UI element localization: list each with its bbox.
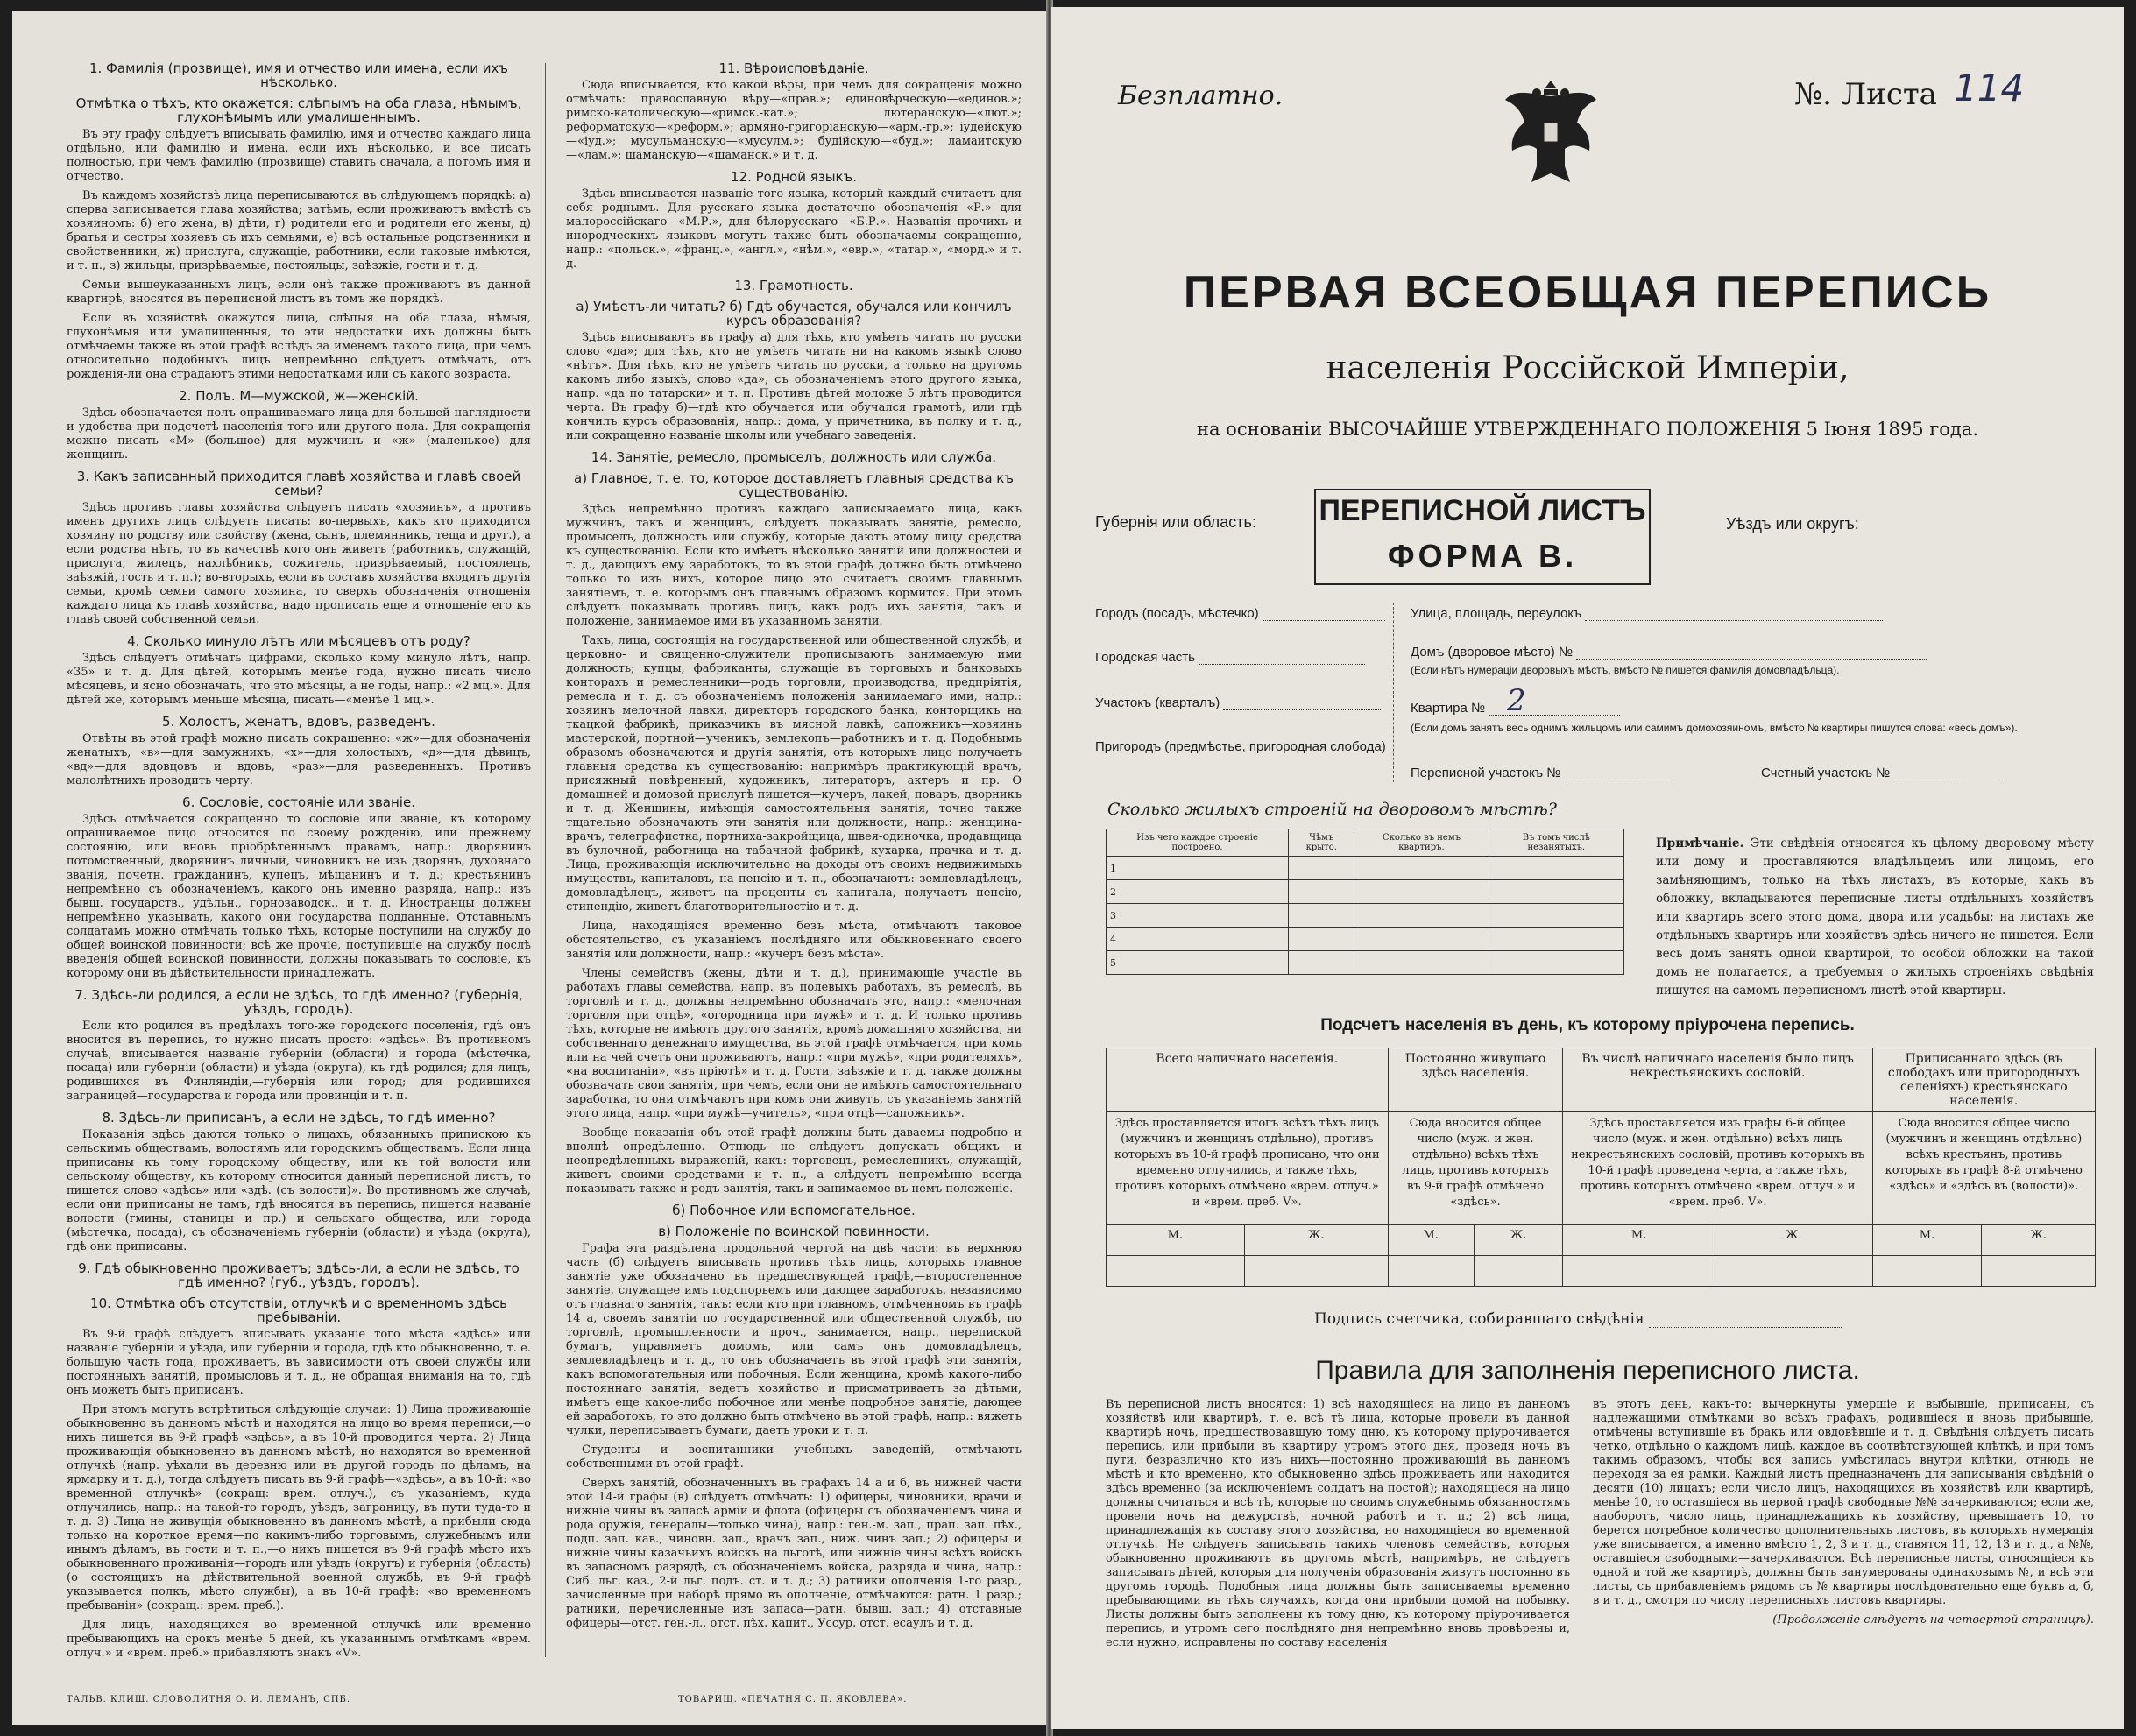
- instruction-paragraph: Семьи вышеуказанныхъ лицъ, если онѣ также проживаютъ въ данной квартирѣ, вносятся въ переписной листъ въ томъ же порядкѣ.: [67, 279, 531, 306]
- section-heading: 6. Сословіе, состояніе или званіе.: [182, 794, 415, 810]
- printer-credit-right: ТОВАРИЩ. «ПЕЧАТНЯ С. П. ЯКОВЛЕВА».: [678, 1695, 908, 1704]
- field-city-part: Городская часть: [1095, 650, 1365, 665]
- section-heading: 9. Гдѣ обыкновенно проживаетъ; здѣсь-ли, а если не здѣсь, то гдѣ именно? (губ., уѣздъ, городъ).: [78, 1260, 520, 1290]
- instruction-paragraph: Отвѣты въ этой графѣ можно писать сокращенно: «ж»—для обозначенія женатыхъ, «в»—для замужнихъ, «х»—для холостыхъ, «д»—для дѣвицъ, «вд»—для вдовцовъ и вдовъ, «раз»—для разведенныхъ. Противъ малолѣтнихъ проводить черту.: [67, 732, 531, 787]
- buildings-col-material: Изъ чего каждое строеніе построено.: [1107, 829, 1289, 857]
- enumerator-signature: Подпись счетчика, собиравшаго свѣдѣнія: [1314, 1310, 1842, 1328]
- apartment-number-handwritten: 2: [1507, 683, 1526, 718]
- house-note: (Если нѣтъ нумераціи дворовыхъ мѣстъ, вмѣсто № пишется фамилія домовладѣльца).: [1411, 664, 1840, 676]
- rules-column-2: въ этотъ день, какъ-то: вычеркнуты умершіе и выбывшіе, приписаны, съ надлежащими отмѣтками во всѣхъ графахъ, родившіеся и вновь прибывшіе, отмѣчены вступившіе въ бракъ или овдовѣвшіе и т. д. Свѣдѣнія слѣдуетъ писать четко, отдѣльно о каждомъ лицѣ, каждое въ соотвѣтствующей клѣткѣ, и при томъ такимъ образомъ, чтобы вся запись умѣстилась внутри клѣтки, отнюдь не переходя за ея рамки. Каждый листъ предназначенъ для записыванія свѣдѣній о десяти (10) лицахъ; если число лицъ, находящихся въ хозяйствѣ или квартирѣ, менѣе 10, то оставшіеся въ первой графѣ свободные №№ зачеркиваются; если же, наоборотъ, число лицъ, принадлежащихъ къ хозяйству, превышаетъ 10, то берется потребное количество дополнительныхъ листовъ, въ которыхъ нумерація уже вписывается, а именно вмѣсто 1, 2, 3 и т. д., ставятся 11, 12, 13 и т. д., а №№, оставшіеся свободными—зачеркиваются. Всѣ переписные листы, относящіеся къ одной и той же квартирѣ, должны быть занумерованы одинаковымъ №, и всѣ эти листы, съ прибавленіемъ рядомъ съ № квартиры послѣдовательно еще буквъ а, б, в и т. д., смотря по числу переписныхъ листовъ квартиры. (Продолженіе слѣдуетъ на четвертой страницѣ).: [1593, 1398, 2094, 1627]
- apartment-note: (Если домъ занятъ весь однимъ жильцомъ или самимъ домохозяиномъ, вмѣсто № квартиры пишутся слова: «весь домъ»).: [1411, 722, 2018, 734]
- pop-col-resident: Постоянно живущаго здѣсь населенія.: [1388, 1048, 1563, 1112]
- instruction-paragraph: Лица, находящіяся временно безъ мѣста, отмѣчаютъ таковое обстоятельство, съ указаніемъ послѣдняго или обыкновеннаго своего занятія или должности, напр.: «кучеръ безъ мѣста».: [566, 920, 1022, 961]
- table-row: 3: [1107, 904, 1624, 928]
- buildings-col-roof: Чѣмъ крыто.: [1289, 829, 1354, 857]
- field-count-area: Счетный участокъ №: [1761, 766, 1998, 780]
- instructions-column-1: [67, 54, 531, 1666]
- field-census-area: Переписной участокъ №: [1411, 766, 1670, 780]
- section-heading: 1. Фамилія (прозвище), имя и отчество или имена, если ихъ нѣсколько.: [88, 60, 509, 90]
- section-heading: 12. Родной языкъ.: [731, 169, 857, 185]
- field-street: Улица, площадь, переулокъ: [1411, 606, 1883, 621]
- instruction-paragraph: Здѣсь обозначается полъ опрашиваемаго лица для большей наглядности и удобства при подсчетѣ населенія того или другого пола. Для сокращенія можно писать «М» (большое) для мужчинъ и «ж» (маленькое) для женщинъ.: [67, 406, 531, 462]
- section-heading: 3. Какъ записанный приходится главѣ хозяйства и главѣ своей семьи?: [76, 469, 521, 498]
- census-form-page: [1051, 7, 2124, 1729]
- section-heading: 2. Полъ. М—мужской, ж—женскій.: [179, 388, 419, 404]
- double-headed-eagle-icon: [1498, 70, 1603, 193]
- field-city: Городъ (посадъ, мѣстечко): [1095, 606, 1385, 621]
- uezd-label: Уѣздъ или округъ:: [1726, 515, 1859, 533]
- section-heading: 7. Здѣсь-ли родился, а если не здѣсь, то гдѣ именно? (губернія, уѣздъ, городъ).: [74, 987, 523, 1017]
- buildings-col-vacant: Въ томъ числѣ незанятыхъ.: [1489, 829, 1623, 857]
- census-instructions-page: [12, 11, 1046, 1725]
- instruction-paragraph: Графа эта раздѣлена продольной чертой на двѣ части: въ верхнюю часть (б) слѣдуетъ вписывать противъ тѣхъ лицъ, которыхъ главное занятіе уже обозначено въ предшествующей графѣ,—второстепенное занятіе, служащее имъ подспорьемъ или дающее заработокъ, независимо отъ главнаго занятія, такъ: если кто при главномъ, отмѣченномъ въ графѣ 14 а, своемъ занятіи по государственной или общественной службѣ, по торговлѣ, промышленности и проч., занимается, напр., перепиской бумагъ, управляетъ домомъ, или самъ онъ домовладѣлецъ, землевладѣлецъ и т. д., то онъ обозначаетъ въ этой графѣ эти занятія, какъ вспомогательныя или побочныя. Если женщина, кромѣ какого-либо постояннаго занятія, ведетъ хозяйство и присматриваетъ за дѣтьми, имѣетъ еще какое-либо побочное или менѣе подробное занятіе, дающее ей заработокъ, то это должно быть отмѣчено въ этой графѣ, напр.: вяжетъ чулки, переписываетъ бумаги, даетъ уроки и т. п.: [566, 1242, 1022, 1437]
- table-row: 4: [1107, 928, 1624, 951]
- field-district: Участокъ (кварталъ): [1095, 695, 1381, 710]
- section-heading: 14. Занятіе, ремесло, промыселъ, должность или служба.: [591, 449, 997, 465]
- instruction-paragraph: Сюда вписывается, кто какой вѣры, при чемъ для сокращенія можно отмѣчать: православную вѣру—«прав.»; единовѣрческую—«единов.»; римско-католическую—«римск.-кат.»; лютеранскую—«лют.»; реформатскую—«реформ.»; армяно-григоріанскую—«арм.-гр.»; іудейскую—«іуд.»; мусульманскую—«мусулм.»; будійскую—«буд.»; ламаитскую—«лам.»; шаманскую—«шаманск.» и т. д.: [566, 79, 1022, 162]
- gubernia-label: Губернія или область:: [1095, 513, 1256, 531]
- legal-basis: на основаніи ВЫСОЧАЙШЕ УТВЕРЖДЕННАГО ПОЛОЖЕНІЯ 5 Іюня 1895 года.: [1196, 419, 1979, 440]
- instruction-paragraph: При этомъ могутъ встрѣтиться слѣдующіе случаи: 1) Лица проживающіе обыкновенно въ данномъ мѣстѣ и находятся на лицо во время переписи,—о нихъ пишется въ 9-й графѣ «здѣсь», а въ 10-й проводится черта. 2) Лица проживающія обыкновенно въ данномъ мѣстѣ, но находятся во временной отлучкѣ (напр. уѣхали въ деревню или въ другой городъ по дѣламъ, на ярмарку и т. д.), тогда слѣдуетъ писать въ 9-й графѣ—«здѣсь», а въ 10-й: «во временной отлучкѣ» (сокращ: врем. отлуч.), съ указаніемъ, куда отлучились, напр.: на такой-то городъ, уѣздъ, заграницу, въ пути туда-то и т. д. 3) Лица не живущія обыкновенно въ данномъ мѣстѣ, а прибыли сюда только на короткое время—по какимъ-либо торговымъ, служебнымъ или инымъ дѣламъ, въ гости и т. п.,—о нихъ пишется въ 9-й графѣ мѣсто ихъ обыкновеннаго проживанія—городъ или уѣздъ (округъ) и губернія (область) (о состоящихъ на дѣйствительной военной службѣ, въ 9-й графѣ указывается полкъ, мѣсто службы), а въ 10-й графѣ: «во временномъ пребываніи» (сокращ.: врем. преб.).: [67, 1403, 531, 1613]
- table-row: 5: [1107, 951, 1624, 975]
- rules-heading: Правила для заполненія переписного листа.: [1315, 1356, 1860, 1385]
- printer-credit-left: ТАЛЬВ. КЛИШ. СЛОВОЛИТНЯ О. И. ЛЕМАНЪ, СПБ.: [67, 1695, 351, 1704]
- instruction-paragraph: Если въ хозяйствѣ окажутся лица, слѣпыя на оба глаза, нѣмыя, глухонѣмыя или умалишенныя, то эти недостатки ихъ должны быть отмѣчаемы также въ этой графѣ вслѣдъ за именемъ такого лица, при чемъ относительно подобныхъ лицъ непремѣнно слѣдуетъ отмѣчать, отъ рожденія-ли она страдаютъ этими недостатками или съ какого возраста.: [67, 312, 531, 381]
- instruction-paragraph: Сверхъ занятій, обозначенныхъ въ графахъ 14 а и б, въ нижней части этой 14-й графы (в) слѣдуетъ отмѣчать: 1) офицеры, чиновники, врачи и нижніе чины въ запасѣ арміи и флота (офицеры съ обозначеніемъ чина и рода оружія, генералы—только чина), напр.: ген.-м. зап., прап. зап. пѣх., подп. зап. кав., чиновн. зап., врачъ зап., ниж. чинъ зап.; 2) офицеры и нижніе чины казачьихъ войскъ на льготѣ, или нижніе чины всѣхъ войскъ въ запасномъ разрядѣ, съ обозначеніемъ войска, разряда и чина, напр.: Сиб. льг. каз., 2-й льг. подъ. ст. и т. д.; 3) ратники ополченія 1-го разр., зачисленные при наборѣ прямо въ ополченіе, отмѣчаются: ратн. 1 разр.; ратники, перечисленные изъ запаса—ратн. бывш. зап.; 4) отставные офицеры—отст. ген.-л., отст. пѣх. капит., Уссур. отст. есаулъ и т. д.: [566, 1477, 1022, 1630]
- pop-col-peasant: Приписаннаго здѣсь (въ слободахъ или пригородныхъ селеніяхъ) крестьянскаго населенія.: [1872, 1048, 2095, 1112]
- population-count-table: Всего наличнаго населенія. Постоянно живущаго здѣсь населенія. Въ числѣ наличнаго населенія было лицъ некрестьянскихъ сословій. Приписаннаго здѣсь (въ слободахъ или пригородныхъ селеніяхъ) крестьянскаго населенія. Здѣсь проставляется итогъ всѣхъ тѣхъ лицъ (мужчинъ и женщинъ отдѣльно), противъ которыхъ въ 10-й графѣ прописано, что они временно отлучились, и также тѣхъ, противъ которыхъ отмѣчено «врем. отлуч.» и «врем. преб. V». Сюда вносится общее число (муж. и жен. отдѣльно) всѣхъ тѣхъ лицъ, противъ которыхъ въ 9-й графѣ отмѣчено «здѣсь». Здѣсь проставляется изъ графы 6-й общее число (муж. и жен. отдѣльно) всѣхъ лицъ некрестьянскихъ сословій, противъ которыхъ въ 10-й графѣ проведена черта, а также тѣхъ, противъ которыхъ отмѣчено «врем. отлуч.» и «врем. преб. V». Сюда вносится общее число (мужчинъ и женщинъ отдѣльно) всѣхъ крестьянъ, противъ которыхъ въ графѣ 8-й отмѣчено «здѣсь» и «здѣсь въ (волости)». М. Ж. М. Ж. М. Ж. М. Ж.: [1106, 1048, 2096, 1287]
- form-variant: ФОРМА В.: [1387, 538, 1578, 574]
- instruction-paragraph: Здѣсь вписывается названіе того языка, который каждый считаетъ для себя роднымъ. Для русскаго языка достаточно обозначенія «Р.» для малороссійскаго—«М.Р.», для бѣлорусскаго—«Б.Р.». Названія прочихъ и инородческихъ языковъ могутъ также быть обозначаемы сокращенно, напр.: «польск.», «франц.», «англ.», «нѣм.», «евр.», «татар.», «морд.» и т. д.: [566, 187, 1022, 271]
- section-heading: 4. Сколько минуло лѣтъ или мѣсяцевъ отъ роду?: [127, 633, 470, 649]
- table-row: М. Ж. М. Ж. М. Ж. М. Ж.: [1107, 1225, 2096, 1256]
- free-label: Безплатно.: [1118, 81, 1284, 111]
- instructions-column-2: [566, 54, 1022, 1636]
- instruction-paragraph: Для лицъ, находящихся во временной отлучкѣ или временно пребывающихъ на срокъ менѣе 5 дней, къ указаннымъ отмѣткамъ «врем. отлуч.» и «врем. преб.» прибавляютъ знакъ «V».: [67, 1619, 531, 1660]
- instruction-paragraph: Члены семействъ (жены, дѣти и т. д.), принимающіе участіе въ работахъ главы семейства, напр. въ полевыхъ работахъ, въ ремеслѣ, въ торговлѣ и т. д., должны непремѣнно обозначать это, напр.: «мелочная торговля при отцѣ», «огородница при мужѣ» и т. д. И только противъ тѣхъ, которые не имѣютъ другого занятія, кромѣ домашняго хозяйства, ни собственнаго денежнаго имущества, въ этой графѣ отмѣчается, при комъ или на чей счетъ они проживаютъ, напр.: «при мужѣ», «при родителяхъ», «на воспитаніи», «въ пріютѣ» и т. д. Гости, заѣзжіе и т. д. также должны обозначать свои занятія, при чемъ, если они не имѣютъ самостоятельнаго заработка, то они отмѣчаютъ при комъ они живутъ, съ указаніемъ занятій этого лица, напр. «при мужѣ—учитель», «при отцѣ—сапожникъ».: [566, 967, 1022, 1120]
- buildings-note: Примѣчаніе. Эти свѣдѣнія относятся къ цѣлому дворовому мѣсту или дому и проставляются владѣльцемъ или лицомъ, его замѣняющимъ, только на тѣхъ листахъ, въ которые, какъ въ обложку, вкладываются переписные листы отдѣльныхъ хозяйствъ или квартиръ всего этого дома, двора или усадьбы; на листахъ же отдѣльныхъ квартиръ или хозяйствъ здѣсь ничего не пишется. Если весь домъ занятъ одной квартирой, то особой обложки на такой домъ не полагается, а требуемыя о жилыхъ строеніяхъ свѣдѣнія пишутся на самомъ переписномъ листѣ этой квартиры.: [1656, 836, 2094, 998]
- instruction-paragraph: Здѣсь вписываютъ въ графу а) для тѣхъ, кто умѣетъ читать по русски слово «да»; для тѣхъ, кто не умѣетъ читать ни на какомъ языкѣ слово «нѣтъ». Для тѣхъ, кто не умѣетъ читать по русски, а только на другомъ какомъ либо языкѣ, слово «да», съ обозначеніемъ этого другого языка, напр. «да по татарски» и т. п. Противъ дѣтей моложе 5 лѣтъ проводится черта. Въ графу б)—гдѣ кто обучается или обучался грамотѣ, или гдѣ кончилъ курсъ образованія, напр.: дома, у причетника, въ полку и т. д., или сокращенно названіе школы или учебнаго заведенія.: [566, 331, 1022, 442]
- pop-col-present: Всего наличнаго населенія.: [1107, 1048, 1389, 1112]
- sheet-number-label: №. Листа: [1794, 77, 1937, 112]
- column-divider: [545, 63, 546, 1657]
- field-suburb: Пригородъ (предмѣстье, пригородная слобода): [1095, 739, 1386, 754]
- instruction-paragraph: Въ 9-й графѣ слѣдуетъ вписывать указаніе того мѣста «здѣсь» или названіе губерніи и уѣзда, или губерніи и города, гдѣ кто обыкновенно, т. е. большую часть года, проживаетъ, въ зависимости отъ своей службы или постоянныхъ занятій, промысловъ и т. д., не обращая вниманія на то, гдѣ онъ можетъ быть приписанъ.: [67, 1328, 531, 1397]
- instruction-paragraph: Показанія здѣсь даются только о лицахъ, обязанныхъ припискою къ сельскимъ обществамъ, волостямъ или городскимъ обществамъ. Если лица приписаны къ тому городскому обществу, или къ той волости или сельскому обществу, къ которому относится данный переписной листъ, то пишется слово «здѣсь» или «здѣ. (съ волости)». Во противномъ же случаѣ, если они приписаны не тамъ, гдѣ вносятся въ перепись, пишется названіе волости (гмины, станицы и пр.) и сельскаго общества, или города (мѣстечка, посада), съ обозначеніемъ губерніи (области) и уѣзда (округа), гдѣ они приписаны.: [67, 1128, 531, 1253]
- section-heading: 10. Отмѣтка объ отсутствіи, отлучкѣ и о временномъ здѣсь пребываніи.: [90, 1295, 507, 1325]
- instruction-paragraph: Здѣсь непремѣнно противъ каждаго записываемаго лица, какъ мужчинъ, такъ и женщинъ, слѣдуетъ показывать занятіе, ремесло, промыселъ, должность или службу, которые даютъ этому лицу средства къ существованію. Если кто имѣетъ нѣсколько занятій или должностей и т. д., дающихъ ему заработокъ, то въ этой графѣ должно быть отмѣчено только то изъ нихъ, которое лицо это считаетъ своимъ главнымъ занятіемъ, т. е. которымъ онъ главнымъ образомъ кормится. При этомъ слѣдуетъ показывать противъ лицъ, какъ родъ ихъ занятія, такъ и положеніе, занимаемое ими въ указанномъ занятіи.: [566, 503, 1022, 628]
- instruction-paragraph: Въ каждомъ хозяйствѣ лица переписываются въ слѣдующемъ порядкѣ: а) сперва записывается глава хозяйства; затѣмъ, если проживаютъ вмѣстѣ съ хозяиномъ: б) его жена, в) дѣти, г) родители его и родители его жены, д) братья и сестры хозяевъ съ ихъ семьями, е) всѣ остальные родственники и свойственники, ж) прислуга, служащіе, работники, если таковые имѣются, и т. п., з) жильцы, призрѣваемые, постояльцы, заѣзжіе, гости и т. д.: [67, 189, 531, 272]
- section-heading: 8. Здѣсь-ли приписанъ, а если не здѣсь, то гдѣ именно?: [102, 1110, 496, 1126]
- buildings-question: Сколько жилыхъ строеній на дворовомъ мѣстѣ?: [1107, 800, 1557, 819]
- section-heading: Отмѣтка о тѣхъ, кто окажется: слѣпымъ на оба глаза, нѣмымъ, глухонѣмымъ или умалишеннымъ.: [75, 95, 522, 125]
- rules-column-1: Въ переписной листъ вносятся: 1) всѣ находящіеся на лицо въ данномъ хозяйствѣ или квартирѣ, т. е. всѣ тѣ лица, которые провели въ данной квартирѣ ночь, предшествовавшую тому дню, къ которому пріурочивается перепись, или прибыли въ квартиру утромъ этого дня, проведя ночь въ пути, безразлично кто изъ нихъ—постоянно проживающій въ данномъ мѣстѣ и кто временно, кто обыкновенно здѣсь проживаетъ или находится здѣсь временно (за исключеніемъ солдатъ на постой); находящіеся на лицо должны считаться и всѣ тѣ, которые по своимъ служебнымъ обязанностямъ провели ночь на дежурствѣ, ночной работѣ и т. п.; 2) всѣ лица, принадлежащія къ составу этого хозяйства, но находящіеся во временной отлучкѣ. Не слѣдуетъ записывать такихъ членовъ семействъ, которыя обыкновенно проживаютъ въ другомъ мѣстѣ, напримѣръ, не слѣдуетъ записывать дѣтей, которыя для полученія образованія живутъ постоянно въ другомъ городѣ. Подобныя лица должны быть записываемы временно пребывающими въ тѣхъ случаяхъ, когда они прибыли домой на побывку. Листы должны быть заполнены къ тому дню, къ которому пріурочивается перепись, и утромъ сего послѣдняго дня непремѣнно вновь провѣрены и, если нужно, исправлены по составу населенія: [1106, 1398, 1570, 1649]
- sheet-number-handwritten: 114: [1954, 67, 2025, 109]
- population-count-heading: Подсчетъ населенія въ день, къ которому пріурочена перепись.: [1320, 1016, 1855, 1034]
- instruction-paragraph: Въ эту графу слѣдуетъ вписывать фамилію, имя и отчество каждаго лица отдѣльно, или фамилію и имена, если ихъ нѣсколько, и все писать полностью, при чемъ фамилію (прозвище) ставить сначала, а потомъ имя и отчество.: [67, 128, 531, 183]
- table-row: [1107, 1256, 2096, 1287]
- census-title: ПЕРВАЯ ВСЕОБЩАЯ ПЕРЕПИСЬ: [1183, 267, 1992, 318]
- table-row: 1: [1107, 857, 1624, 880]
- instruction-paragraph: Студенты и воспитанники учебныхъ заведеній, отмѣчаютъ собственными въ этой графѣ.: [566, 1443, 1022, 1471]
- section-heading: 11. Вѣроисповѣданіе.: [718, 60, 869, 76]
- section-heading: 5. Холостъ, женатъ, вдовъ, разведенъ.: [162, 714, 435, 730]
- field-house: Домъ (дворовое мѣсто) №: [1411, 645, 1927, 660]
- instruction-paragraph: Здѣсь противъ главы хозяйства слѣдуетъ писать «хозяинъ», а противъ именъ другихъ лицъ слѣдуетъ писать: во-первыхъ, какъ кто приходится хозяину по родству или свойству (жена, сынъ, племянникъ, теща и друг.), а если родства нѣтъ, то въ качествѣ кого онъ живетъ (работникъ, служащій, прислуга, жилецъ, нахлѣбникъ, сожитель, призрѣваемый, постоялецъ, заѣзжій, гость и т. п.); во-вторыхъ, если въ составъ хозяйства входятъ другія семьи, кромѣ семьи самого хозяина, то сверхъ обозначенія отношенія каждаго лица къ главѣ хозяйства, надо прописать еще и отношеніе его къ главѣ своей собственной семьи.: [67, 501, 531, 626]
- section-heading: в) Положеніе по воинской повинности.: [658, 1224, 930, 1239]
- instruction-paragraph: Здѣсь слѣдуетъ отмѣчать цифрами, сколько кому минуло лѣтъ, напр. «35» и т. д. Для дѣтей, которымъ менѣе года, нужно писать число мѣсяцевъ, и ясно обозначать, что это мѣсяцы, а не годы, напр.: «2 мц.». Для дѣтей же, которымъ меньше мѣсяца, писать—«менѣе 1 мц.».: [67, 652, 531, 707]
- instruction-paragraph: Здѣсь отмѣчается сокращенно то сословіе или званіе, къ которому опрашиваемое лицо относится по своему рожденію, или прежнему состоянію, или вновь пріобрѣтеннымъ правамъ, напр.: дворянинъ потомственный, дворянинъ личный, чиновникъ не изъ дворянъ, духовнаго званія, почетн. гражданинъ, купецъ, мѣщанинъ и т. д.; крестьянинъ непремѣнно съ обозначеніемъ, какого онъ именно разряда, напр.: изъ бывш. государств., удѣльн., горнозаводск., и т. д. Иностранцы должны непремѣнно указывать, какого они государства подданные. Отставнымъ солдатамъ можно отмѣчать только тѣхъ, которые поступили на службу до общей воинской повинности; всѣ же прочіе, поступившіе на службу послѣ введенія общей воинской повинности, должны показывать то сословіе, къ которому они въ дѣйствительности принадлежатъ.: [67, 813, 531, 980]
- field-separator: [1393, 603, 1395, 782]
- census-subtitle: населенія Россійской Имперіи,: [1326, 350, 1850, 386]
- section-heading: б) Побочное или вспомогательное.: [672, 1203, 916, 1218]
- form-title: ПЕРЕПИСНОЙ ЛИСТЪ: [1319, 494, 1646, 527]
- pop-col-non-peasant: Въ числѣ наличнаго населенія было лицъ некрестьянскихъ сословій.: [1563, 1048, 1872, 1112]
- field-apartment: Квартира №: [1411, 701, 1620, 716]
- instruction-paragraph: Если кто родился въ предѣлахъ того-же городского поселенія, гдѣ онъ вносится въ перепись, то нужно писать просто: «здѣсь». Въ противномъ случаѣ, вписывается названіе губерніи (области) и города (мѣстечка, посада) или губерніи (области) и уѣзда (округа), къ гдѣ родился; для лицъ, родившихся въ Финляндіи,—губернія или город; для родившихся заграницей—государства и города или провинціи и т. п.: [67, 1020, 531, 1103]
- section-heading: а) Главное, т. е. то, которое доставляетъ главныя средства къ существованію.: [574, 470, 1014, 500]
- table-row: 2: [1107, 880, 1624, 904]
- section-heading: 13. Грамотность.: [734, 278, 853, 293]
- instruction-paragraph: Вообще показанія объ этой графѣ должны быть даваемы подробно и вполнѣ опредѣленно. Отнюдь не слѣдуетъ допускать общихъ и неопредѣленныхъ выраженій, какъ: торговецъ, ремесленникъ, служащій, живетъ своими средствами и т. п., а слѣдуетъ непремѣнно всегда показывать также и родъ занятія, такъ и занимаемое въ немъ положеніе.: [566, 1126, 1022, 1196]
- buildings-table: [1106, 829, 1624, 975]
- instruction-paragraph: Такъ, лица, состоящія на государственной или общественной службѣ, и церковно- и священно-служители прописываютъ занимаемую ими должность; купцы, фабриканты, служащіе въ торговыхъ и банковыхъ конторахъ и ремесленники—родъ торговли, производства, предпріятія, ремесла и т. д. съ обозначеніемъ положенія занимаемаго ими, напр.: хозяинъ мелочной лавки, директоръ городского банка, конторщикъ на ткацкой фабрикѣ, приказчикъ въ мясной лавкѣ, сапожникъ—хозяинъ мастерской, портной—ученикъ, землекопъ—работникъ и т. д. Подобнымъ образомъ обозначаются и другія занятія, отъ которыхъ лицо получаетъ главныя средства къ существованію: напримѣръ практикующій врачъ, присяжный повѣренный, художникъ, литераторъ, актеръ и пр. О домашней и домовой прислугѣ пишется—кучеръ, лакей, поваръ, дворникъ и т. д. Женщины, имѣющія самостоятельныя занятія, точно также тщательно обозначаютъ эти занятія или должности, напр.: женщина-врачъ, телеграфистка, портниха-закройщица, швея-одиночка, продавщица въ булочной, работница на табачной фабрикѣ, кухарка, прачка и т. д. Лица, проживающія исключительно на доходы отъ своихъ недвижимыхъ имуществъ, капиталовъ, на пенсію и т. п., обозначаютъ: землевладѣлецъ, домовладѣлецъ, живетъ на проценты съ капитала, получаетъ пенсію, стипендію, живетъ благотворительностію и т. д.: [566, 634, 1022, 914]
- continuation-note: (Продолженіе слѣдуетъ на четвертой страницѣ).: [1772, 1613, 2094, 1627]
- section-heading: а) Умѣетъ-ли читать? б) Гдѣ обучается, обучался или кончилъ курсъ образованія?: [576, 299, 1012, 328]
- buildings-col-apartments: Сколько въ немъ квартиръ.: [1354, 829, 1489, 857]
